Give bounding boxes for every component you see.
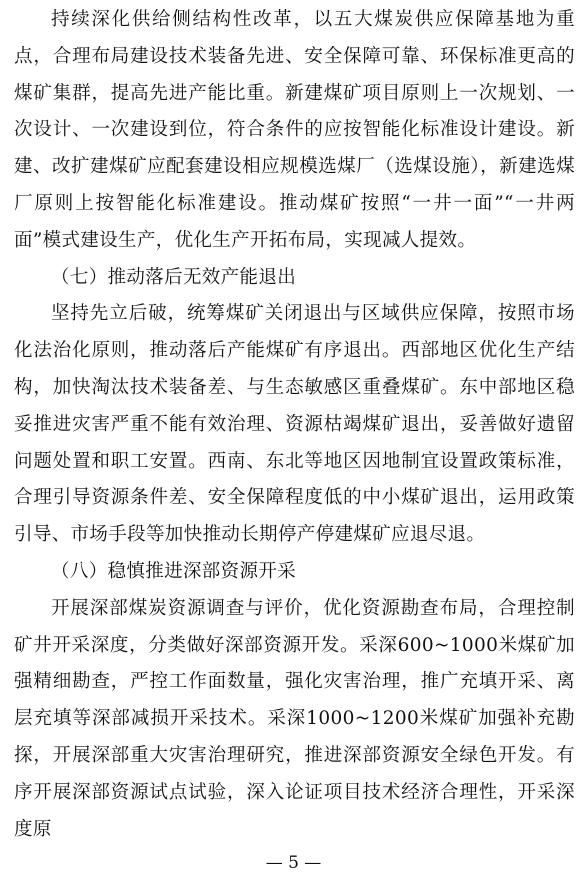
paragraph-deep-mining: 开展深部煤炭资源调查与评价，优化资源勘查布局，合理控制矿井开采深度，分类做好深部资源开发。采深600~1000米煤矿加强精细勘查，严控工作面数量，强化灾害治理，推广充填开采、离层充填等深部减损开采技术。采深1000~1200米煤矿加强补充勘探，开展深部重大灾害治理研究，推进深部资源安全绿色开发。有序开展深部资源试点试验，深入论证项目技术经济合理性，开采深度原: [14, 597, 575, 840]
document-body: [14, 2, 575, 848]
section-heading-8: （八）稳慎推进深部资源开采: [51, 560, 297, 582]
paragraph-structural-reform: 持续深化供给侧结构性改革，以五大煤炭供应保障基地为重点，合理布局建设技术装备先进、安全保障可靠、环保标准更高的煤矿集群，提高先进产能比重。新建煤矿项目原则上一次规划、一次设计、一次建设到位，符合条件的应按智能化标准设计建设。新建、改扩建煤矿应配套建设相应规模选煤厂（选煤设施），新建选煤厂原则上按智能化标准建设。推动煤矿按照“一井一面”“一井两面”模式建设生产，优化生产开拓布局，实现减人提效。: [14, 9, 575, 251]
page-number: — 5 —: [265, 853, 322, 873]
paragraph-capacity-exit: 坚持先立后破，统筹煤矿关闭退出与区域供应保障，按照市场化法治化原则，推动落后产能煤矿有序退出。西部地区优化生产结构，加快淘汰技术装备差、与生态敏感区重叠煤矿。东中部地区稳妥推进灾害严重不能有效治理、资源枯竭煤矿退出，妥善做好遗留问题处置和职工安置。西南、东北等地区因地制宜设置政策标准，合理引导资源条件差、安全保障程度低的中小煤矿退出，运用政策引导、市场手段等加快推动长期停产停建煤矿应退尽退。: [14, 303, 575, 546]
section-heading-7: （七）推动落后无效产能退出: [51, 266, 297, 288]
